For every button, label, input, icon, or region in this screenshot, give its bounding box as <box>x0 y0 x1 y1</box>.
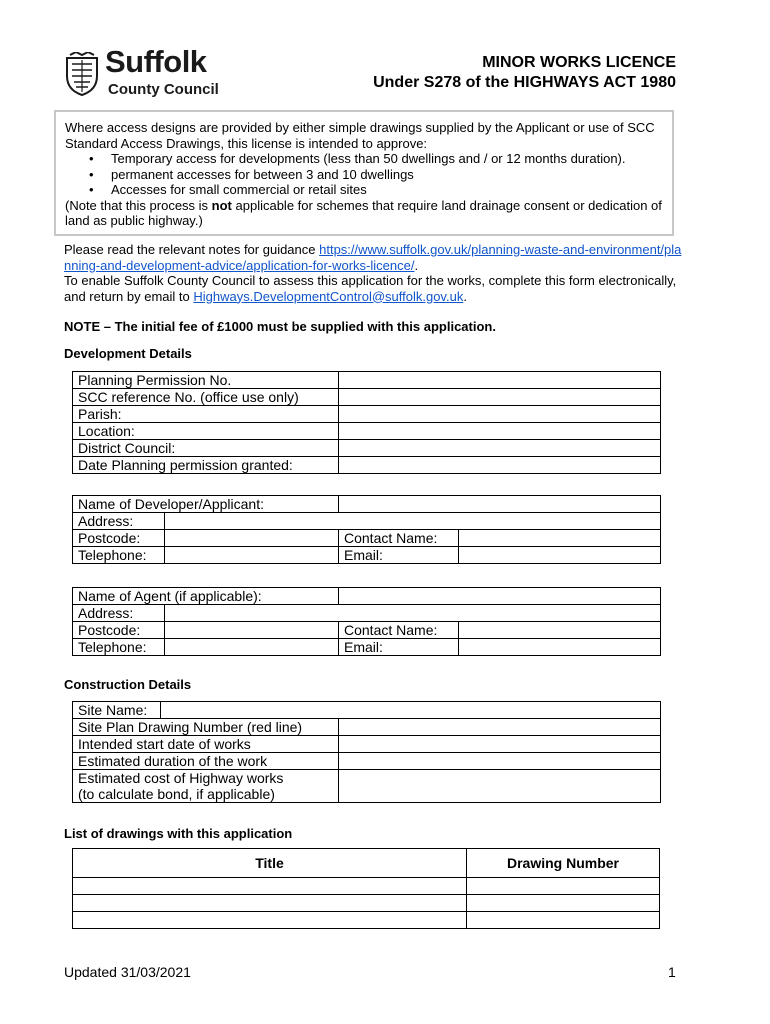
contact-name-input[interactable] <box>459 530 661 547</box>
construction-details-heading: Construction Details <box>64 677 192 692</box>
logo-word-suffolk: Suffolk <box>105 44 207 79</box>
site-name-label: Site Name: <box>73 702 161 719</box>
intro-box <box>54 110 674 236</box>
table-row <box>73 530 661 547</box>
table-row <box>73 753 661 770</box>
email-label: Email: <box>339 639 459 656</box>
input-cell[interactable] <box>339 372 661 389</box>
row-label: Planning Permission No. <box>73 372 339 389</box>
email-input[interactable] <box>459 547 661 564</box>
cost-label-line-2: (to calculate bond, if applicable) <box>78 786 275 802</box>
table-row <box>73 496 661 513</box>
postcode-input[interactable] <box>165 622 339 639</box>
input-cell[interactable] <box>339 389 661 406</box>
site-name-input[interactable] <box>161 702 661 719</box>
table-row <box>73 406 661 423</box>
agent-name-input[interactable] <box>339 588 661 605</box>
agent-name-label: Name of Agent (if applicable): <box>73 588 339 605</box>
input-cell[interactable] <box>339 423 661 440</box>
table-row <box>73 702 661 719</box>
table-row <box>73 912 660 929</box>
list-item: • Accesses for small commercial or retail sites <box>102 182 672 198</box>
address-label: Address: <box>73 513 165 530</box>
table-row <box>73 605 661 622</box>
input-cell[interactable] <box>339 406 661 423</box>
table-row <box>73 878 660 895</box>
table-header-row <box>73 849 660 878</box>
row-label: Parish: <box>73 406 339 423</box>
address-input[interactable] <box>165 513 661 530</box>
intro-text: Where access designs are provided by either simple drawings supplied by the Applicant or use of SCC Standard Access Drawings, this license is intended to approve: <box>65 120 655 151</box>
guidance-text: . <box>463 288 467 304</box>
input-cell[interactable] <box>73 895 467 912</box>
drawing-number-column-header: Drawing Number <box>467 849 660 878</box>
input-cell[interactable] <box>339 719 661 736</box>
input-cell[interactable] <box>467 912 660 929</box>
intro-note <box>65 198 672 229</box>
contact-name-label: Contact Name: <box>339 622 459 639</box>
table-row <box>73 389 661 406</box>
email-input[interactable] <box>459 639 661 656</box>
developer-name-label: Name of Developer/Applicant: <box>73 496 339 513</box>
input-cell[interactable] <box>339 770 661 803</box>
telephone-input[interactable] <box>165 547 339 564</box>
agent-table <box>72 587 661 656</box>
note-bold-word: not <box>211 197 232 213</box>
telephone-label: Telephone: <box>73 639 165 656</box>
table-row <box>73 622 661 639</box>
construction-details-table <box>72 701 661 803</box>
suffolk-logo <box>64 44 229 98</box>
table-row <box>73 588 661 605</box>
input-cell[interactable] <box>73 878 467 895</box>
document-title <box>373 53 676 93</box>
input-cell[interactable] <box>339 736 661 753</box>
row-label: Estimated duration of the work <box>73 753 339 770</box>
guidance-text: To enable Suffolk County Council to assess this application for the works, complete this form electronically, and return by email to <box>64 273 677 304</box>
title-column-header: Title <box>73 849 467 878</box>
intro-bullet-list <box>65 151 672 198</box>
note-text: (Note that this process is <box>65 197 212 213</box>
address-input[interactable] <box>165 605 661 622</box>
table-row <box>73 440 661 457</box>
drawings-table <box>72 848 660 929</box>
table-row <box>73 547 661 564</box>
table-row <box>73 895 660 912</box>
logo-word-county-council: County Council <box>108 81 219 98</box>
contact-name-input[interactable] <box>459 622 661 639</box>
guidance-text: . <box>414 257 419 273</box>
input-cell[interactable] <box>339 440 661 457</box>
row-label: District Council: <box>73 440 339 457</box>
fee-note: NOTE – The initial fee of £1000 must be supplied with this application. <box>64 319 496 334</box>
development-details-heading: Development Details <box>64 346 192 361</box>
telephone-label: Telephone: <box>73 547 165 564</box>
title-line-2: Under S278 of the HIGHWAYS ACT 1980 <box>373 74 676 91</box>
updated-date: Updated 31/03/2021 <box>64 964 191 980</box>
email-link[interactable]: Highways.DevelopmentControl@suffolk.gov.uk <box>193 288 464 304</box>
developer-name-input[interactable] <box>339 496 661 513</box>
telephone-input[interactable] <box>165 639 339 656</box>
address-label: Address: <box>73 605 165 622</box>
table-row <box>73 770 661 803</box>
contact-name-label: Contact Name: <box>339 530 459 547</box>
row-label: SCC reference No. (office use only) <box>73 389 339 406</box>
input-cell[interactable] <box>467 895 660 912</box>
postcode-label: Postcode: <box>73 622 165 639</box>
page-number: 1 <box>668 964 676 980</box>
postcode-input[interactable] <box>165 530 339 547</box>
postcode-label: Postcode: <box>73 530 165 547</box>
guidance-link[interactable]: https://www.suffolk.gov.uk/planning-waste-and-environment/planning-and-development-advice/application-for-works-licence/ <box>64 242 682 273</box>
row-label <box>73 770 339 803</box>
developer-table <box>72 495 661 564</box>
development-details-table <box>72 371 661 474</box>
table-row <box>73 372 661 389</box>
list-item: • Temporary access for developments (less than 50 dwellings and / or 12 months duration). <box>102 151 672 167</box>
row-label: Site Plan Drawing Number (red line) <box>73 719 339 736</box>
input-cell[interactable] <box>339 753 661 770</box>
note-text: applicable for schemes that require land drainage consent or dedication of land as public highway.) <box>65 197 662 228</box>
cost-label-line-1: Estimated cost of Highway works <box>78 770 284 786</box>
table-row <box>73 423 661 440</box>
guidance-paragraph <box>64 242 684 304</box>
table-row <box>73 513 661 530</box>
input-cell[interactable] <box>339 457 661 474</box>
list-item: • permanent accesses for between 3 and 10 dwellings <box>102 167 672 183</box>
row-label: Date Planning permission granted: <box>73 457 339 474</box>
row-label: Intended start date of works <box>73 736 339 753</box>
title-line-1: MINOR WORKS LICENCE <box>482 54 676 71</box>
email-label: Email: <box>339 547 459 564</box>
table-row <box>73 719 661 736</box>
table-row <box>73 639 661 656</box>
drawings-heading: List of drawings with this application <box>64 826 293 841</box>
table-row <box>73 457 661 474</box>
input-cell[interactable] <box>467 878 660 895</box>
row-label: Location: <box>73 423 339 440</box>
guidance-text: Please read the relevant notes for guidance <box>64 242 320 257</box>
crest-icon <box>64 52 100 96</box>
input-cell[interactable] <box>73 912 467 929</box>
table-row <box>73 736 661 753</box>
